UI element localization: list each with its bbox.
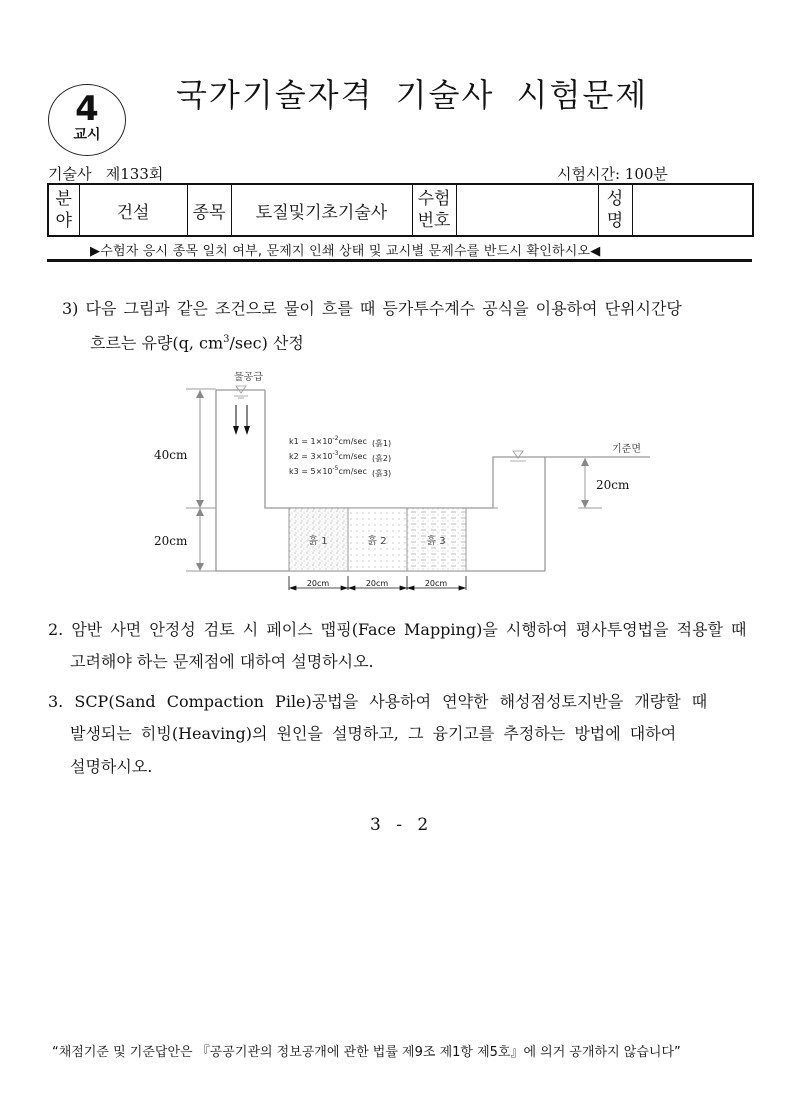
- permeability-diagram: [0, 360, 800, 600]
- footer-notice: “채점기준 및 기준답안은 『공공기관의 정보공개에 관한 법률 제9조 제1항 제5호』에 의거 공개하지 않습니다”: [52, 1045, 681, 1060]
- soil-1-label: 흙 1: [308, 536, 328, 547]
- exam-no-label-2: 번호: [417, 211, 451, 231]
- k2-text: $k2 = 3\times 10^{-3}cm/\sec$: [289, 450, 367, 461]
- width-1-label: 20cm: [306, 579, 330, 588]
- name-field[interactable]: [632, 184, 753, 236]
- question-3-line2: 발생되는 히빙(Heaving)의 원인을 설명하고, 그 융기고를 추정하는 방법에 대하여: [70, 724, 677, 743]
- q13-superscript: 3: [223, 334, 230, 345]
- exam-no-label-1: 수험: [417, 189, 451, 209]
- k2-soil: (흙2): [372, 454, 392, 463]
- soil-2-label: 흙 2: [367, 536, 387, 547]
- dim-20-right-label: 20cm: [596, 478, 630, 492]
- question-2-line2: 고려해야 하는 문제점에 대하여 설명하시오.: [70, 652, 374, 671]
- k1-text: $k1 = 1\times 10^{-2}cm/\sec$: [289, 435, 367, 446]
- dim-20-left-label: 20cm: [154, 534, 188, 548]
- soil-3-label: 흙 3: [426, 536, 446, 547]
- period-badge: [48, 84, 126, 156]
- water-supply-label: 물공급: [234, 372, 263, 383]
- k1-soil: (흙1): [372, 439, 392, 448]
- datum-label: 기준면: [612, 444, 641, 455]
- flow-arrows-icon: [233, 405, 250, 435]
- question-2-line1: 2. 암반 사면 안정성 검토 시 페이스 맵핑(Face Mapping)을 시행하여 평사투영법을 적용할 때: [48, 620, 747, 639]
- q13-text: 흐르는 유량(q, cm: [90, 333, 224, 353]
- exam-no-label: [412, 184, 456, 236]
- page-title: 국가기술자격 기술사 시험문제: [176, 76, 649, 114]
- category-value: 토질및기초기술사: [231, 184, 412, 236]
- category-label: 종목: [187, 184, 231, 236]
- field-label: [48, 184, 79, 236]
- width-3-label: 20cm: [424, 579, 448, 588]
- k3-text: $k3 = 5\times 10^{-5}cm/\sec$: [289, 465, 367, 476]
- field-label-2: 야: [55, 211, 72, 231]
- period-label: 교시: [73, 127, 101, 143]
- notice: ▶수험자 응시 종목 일치 여부, 문제지 인쇄 상태 및 교시별 문제수를 반드시 확인하시오◀: [90, 244, 601, 259]
- question-3-line1: 3. SCP(Sand Compaction Pile)공법을 사용하여 연약한 해성점성토지반을 개량할 때: [48, 692, 708, 711]
- name-label: [598, 184, 632, 236]
- field-label-1: 분: [55, 189, 72, 209]
- question-3-line3: 설명하시오.: [70, 757, 153, 776]
- name-label-2: 명: [606, 211, 624, 231]
- name-label-1: 성: [606, 189, 624, 209]
- exam-no-field[interactable]: [456, 184, 598, 236]
- vessel-top-outline: [265, 390, 650, 508]
- info-table: [47, 183, 754, 237]
- width-2-label: 20cm: [365, 579, 389, 588]
- q13-text-end: /sec) 산정: [229, 333, 304, 353]
- left-dimension: [186, 389, 216, 571]
- dim-40-label: 40cm: [154, 448, 188, 462]
- exam-round: 기술사 제133회: [48, 165, 164, 183]
- k3-soil: (흙3): [372, 469, 392, 478]
- question-1-3-line1: 3) 다음 그림과 같은 조건으로 물이 흐를 때 등가투수계수 공식을 이용하여 단위시간당: [62, 299, 682, 318]
- k-values: [289, 435, 391, 478]
- period-number: 4: [75, 89, 99, 129]
- divider: [47, 259, 752, 262]
- exam-time: 시험시간: 100분: [557, 165, 668, 183]
- page-number: 3 - 2: [370, 815, 429, 835]
- field-value: 건설: [79, 184, 187, 236]
- question-1-3-line2: [90, 323, 304, 360]
